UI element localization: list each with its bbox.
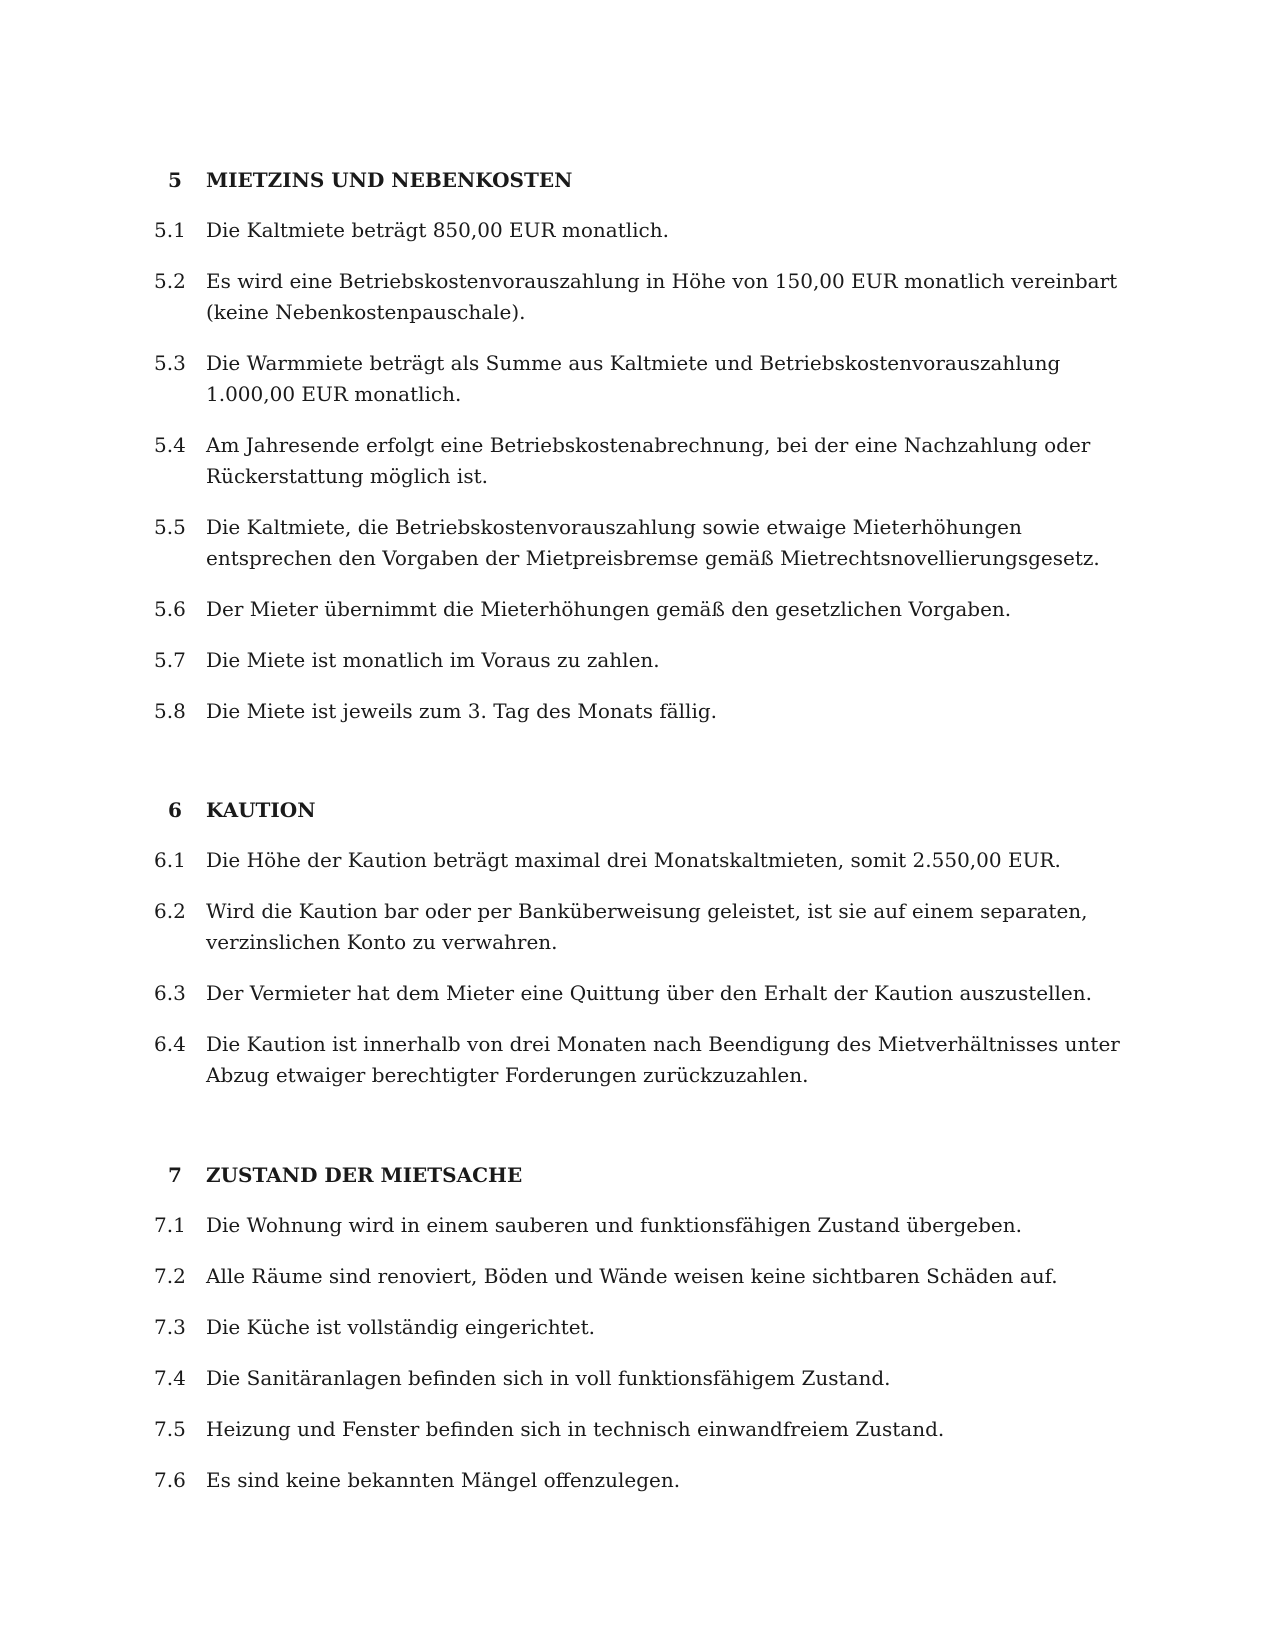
clause-number: 5.7	[154, 648, 186, 672]
section-heading	[0, 165, 1275, 195]
section-5	[0, 165, 1275, 747]
clause-text: Die Kaution ist innerhalb von drei Monaten nach Beendigung des Mietverhältnisses unter Abzug etwaiger berechtigter Forderungen zurückzuzahlen.	[206, 1032, 1120, 1087]
section-title: ZUSTAND DER MIETSACHE	[206, 1163, 523, 1187]
clause-number: 5.3	[154, 351, 186, 375]
clause-text: Die Warmmiete beträgt als Summe aus Kaltmiete und Betriebskostenvorauszahlung 1.000,00 EUR monatlich.	[206, 351, 1061, 406]
clause-text: Der Vermieter hat dem Mieter eine Quittung über den Erhalt der Kaution auszustellen.	[206, 981, 1092, 1005]
clause-number: 7.2	[154, 1264, 186, 1288]
section-7	[0, 1160, 1275, 1516]
clause-text: Es sind keine bekannten Mängel offenzulegen.	[206, 1468, 681, 1492]
clause-text: Der Mieter übernimmt die Mieterhöhungen gemäß den gesetzlichen Vorgaben.	[206, 597, 1012, 621]
clause-item	[0, 430, 1275, 492]
clause-number: 6.2	[154, 899, 186, 923]
clause-number: 5.6	[154, 597, 186, 621]
clause-text: Alle Räume sind renoviert, Böden und Wände weisen keine sichtbaren Schäden auf.	[206, 1264, 1058, 1288]
clause-item	[0, 896, 1275, 958]
clause-number: 7.1	[154, 1213, 186, 1237]
clause-item	[0, 1029, 1275, 1091]
section-number: 5	[168, 168, 182, 192]
clause-item	[0, 594, 1275, 625]
clause-number: 5.5	[154, 515, 186, 539]
clause-text: Am Jahresende erfolgt eine Betriebskostenabrechnung, bei der eine Nachzahlung oder Rückerstattung möglich ist.	[206, 433, 1091, 488]
clause-number: 7.3	[154, 1315, 186, 1339]
clause-item	[0, 1414, 1275, 1445]
section-number: 6	[168, 798, 182, 822]
section-heading	[0, 795, 1275, 825]
clause-text: Die Wohnung wird in einem sauberen und funktionsfähigen Zustand übergeben.	[206, 1213, 1022, 1237]
clause-number: 5.8	[154, 699, 186, 723]
clause-item	[0, 1312, 1275, 1343]
clause-text: Die Miete ist monatlich im Voraus zu zahlen.	[206, 648, 660, 672]
clause-list	[0, 845, 1275, 1091]
clause-number: 5.4	[154, 433, 186, 457]
clause-number: 5.1	[154, 218, 186, 242]
clause-item	[0, 1210, 1275, 1241]
clause-number: 6.3	[154, 981, 186, 1005]
clause-number: 6.4	[154, 1032, 186, 1056]
section-title: MIETZINS UND NEBENKOSTEN	[206, 168, 573, 192]
clause-list	[0, 1210, 1275, 1496]
clause-item	[0, 215, 1275, 246]
clause-text: Die Miete ist jeweils zum 3. Tag des Monats fällig.	[206, 699, 717, 723]
clause-number: 7.5	[154, 1417, 186, 1441]
clause-text: Die Küche ist vollständig eingerichtet.	[206, 1315, 595, 1339]
clause-item	[0, 266, 1275, 328]
clause-number: 7.6	[154, 1468, 186, 1492]
clause-text: Es wird eine Betriebskostenvorauszahlung in Höhe von 150,00 EUR monatlich vereinbart (keine Nebenkostenpauschale).	[206, 269, 1118, 324]
clause-number: 7.4	[154, 1366, 186, 1390]
clause-item	[0, 348, 1275, 410]
clause-item	[0, 1465, 1275, 1496]
clause-item	[0, 1363, 1275, 1394]
clause-item	[0, 978, 1275, 1009]
clause-item	[0, 645, 1275, 676]
clause-text: Die Höhe der Kaution beträgt maximal drei Monatskaltmieten, somit 2.550,00 EUR.	[206, 848, 1061, 872]
clause-text: Die Kaltmiete, die Betriebskostenvorauszahlung sowie etwaige Mieterhöhungen entsprechen den Vorgaben der Mietpreisbremse gemäß Mietrechtsnovellierungsgesetz.	[206, 515, 1100, 570]
section-number: 7	[168, 1163, 182, 1187]
section-6	[0, 795, 1275, 1111]
clause-number: 5.2	[154, 269, 186, 293]
clause-text: Heizung und Fenster befinden sich in technisch einwandfreiem Zustand.	[206, 1417, 945, 1441]
clause-item	[0, 845, 1275, 876]
clause-item	[0, 1261, 1275, 1292]
section-title: KAUTION	[206, 798, 316, 822]
clause-text: Die Kaltmiete beträgt 850,00 EUR monatlich.	[206, 218, 669, 242]
clause-text: Wird die Kaution bar oder per Banküberweisung geleistet, ist sie auf einem separaten, verzinslichen Konto zu verwahren.	[206, 899, 1088, 954]
section-heading	[0, 1160, 1275, 1190]
clause-item	[0, 512, 1275, 574]
clause-number: 6.1	[154, 848, 186, 872]
clause-item	[0, 696, 1275, 727]
clause-text: Die Sanitäranlagen befinden sich in voll funktionsfähigem Zustand.	[206, 1366, 891, 1390]
clause-list	[0, 215, 1275, 727]
